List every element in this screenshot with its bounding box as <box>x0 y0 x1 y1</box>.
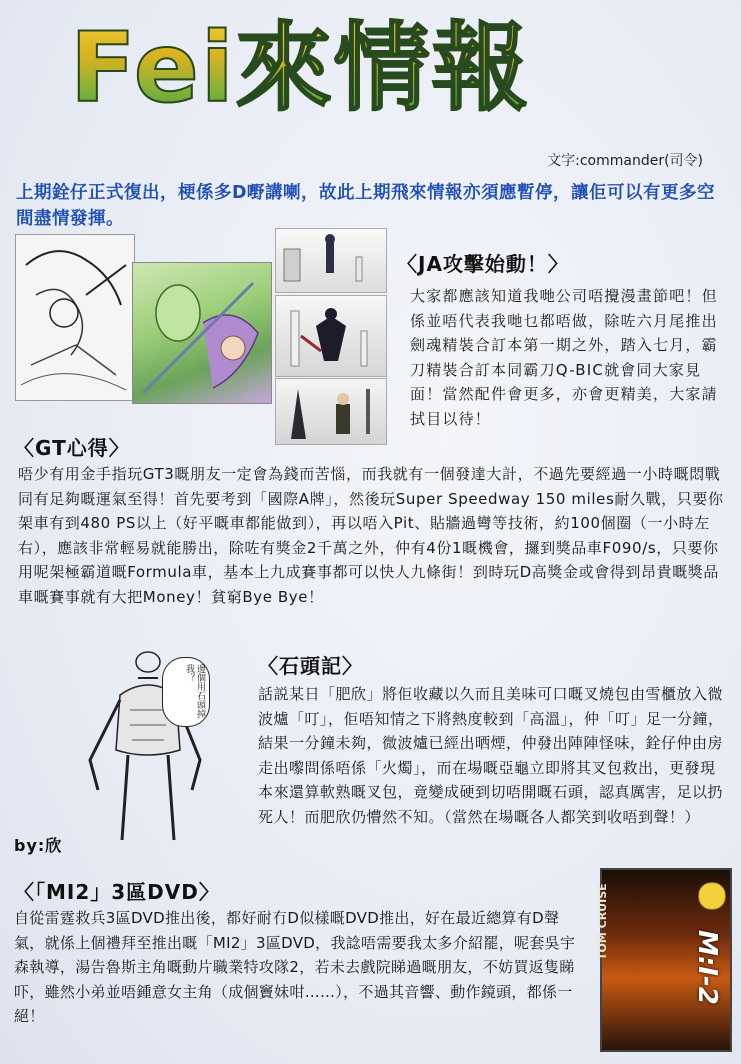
gt-body: 唔少有用金手指玩GT3嘅朋友一定會為錢而苦惱，而我就有一個發達大計，不過先要經過一小時嘅悶戰同有足夠嘅運氣至得！首先要考到「國際A牌」，然後玩Super Speedway 150 miles耐久戰，只要你架車有到480 PS以上（好平嘅車都能做到），再以唔入Pit、貼牆過彎等技術，約100個圈（一小時左右），應該非常輕易就能勝出，除咗有獎金2千萬之外，仲有4份1嘅機會，攞到獎品車F090/s，只要你用呢架極霸道嘅Formula車，基本上九成賽事都可以快人九條街！到時玩D高獎金或會得到昂貴嘅獎品車嘅賽事就有大把Money！貧窮Bye Bye！ <box>18 465 724 606</box>
speech-bubble-text: 邊個用石頭掉我？ <box>184 664 205 718</box>
dvd-sticker <box>698 882 726 910</box>
manga-color-image <box>132 262 272 404</box>
dvd-cover-actor: TOM CRUISE <box>596 883 609 960</box>
ja-heading: 〈JA攻擊始動！〉 <box>397 252 569 276</box>
mi2-body: 自從雷霆救兵3區DVD推出後，都好耐冇D似樣嘅DVD推出，好在最近總算有D聲氣，就係上個禮拜至推出嘅「MI2」3區DVD，我諗唔需要我太多介紹罷，呢套吳宇森執導，湯告魯斯主角嘅動片職業特攻隊2，若未去戲院睇過嘅朋友，不妨買返隻睇吓，雖然小弟並唔鍾意女主角（成個竇妹咁……），不過其音響、動作鏡頭，都係一絕！ <box>14 909 576 1025</box>
byline: 文字:commander(司令) <box>547 153 703 169</box>
figure-photo-1 <box>275 228 387 293</box>
stone-credit: by:欣 <box>14 836 63 855</box>
dvd-cover-title: M:I-2 <box>692 930 722 1005</box>
mi2-dvd-cover <box>596 868 732 1052</box>
ja-body: 大家都應該知道我哋公司唔攪漫畫節吧！但係並唔代表我哋乜都唔做，除咗六月尾推出劍魂精裝合訂本第一期之外，踏入七月，霸刀精裝合訂本同霸刀Q-BIC就會同大家見面！當然配件會更多，亦會更精美，大家請拭目以待！ <box>410 287 718 428</box>
page-title: Fei來情報 <box>70 8 670 128</box>
gt-heading: 〈GT心得〉 <box>14 436 130 460</box>
stone-body: 話説某日「肥欣」將佢收藏以久而且美味可口嘅叉燒包由雪櫃放入微波爐「叮」，佢唔知情之下將熱度較到「高溫」，仲「叮」足一分鐘，結果一分鐘未夠，微波爐已經出晒煙，仲發出陣陣怪味，銓仔仲由房走出嚟問係唔係「火燭」，而在場嘅亞龜立即將其叉包救出，更發現本來還算軟熟嘅叉包，竟變成硬到切唔開嘅石頭，認真厲害，足以扔死人！而肥欣仍懵然不知。（當然在場嘅各人都笑到收唔到聲！） <box>258 685 724 826</box>
figure-photo-3 <box>275 378 387 445</box>
intro-text: 上期銓仔正式復出，梗係多D嘢講喇，故此上期飛來情報亦須應暫停，讓佢可以有更多空間盡情發揮。 <box>16 183 716 229</box>
speech-bubble <box>162 657 210 727</box>
mi2-heading: 〈「MI2」3區DVD〉 <box>14 880 220 904</box>
stone-heading: 〈石頭記〉 <box>258 654 363 678</box>
figure-photo-2 <box>275 295 387 377</box>
manga-sketch-image <box>15 234 135 401</box>
